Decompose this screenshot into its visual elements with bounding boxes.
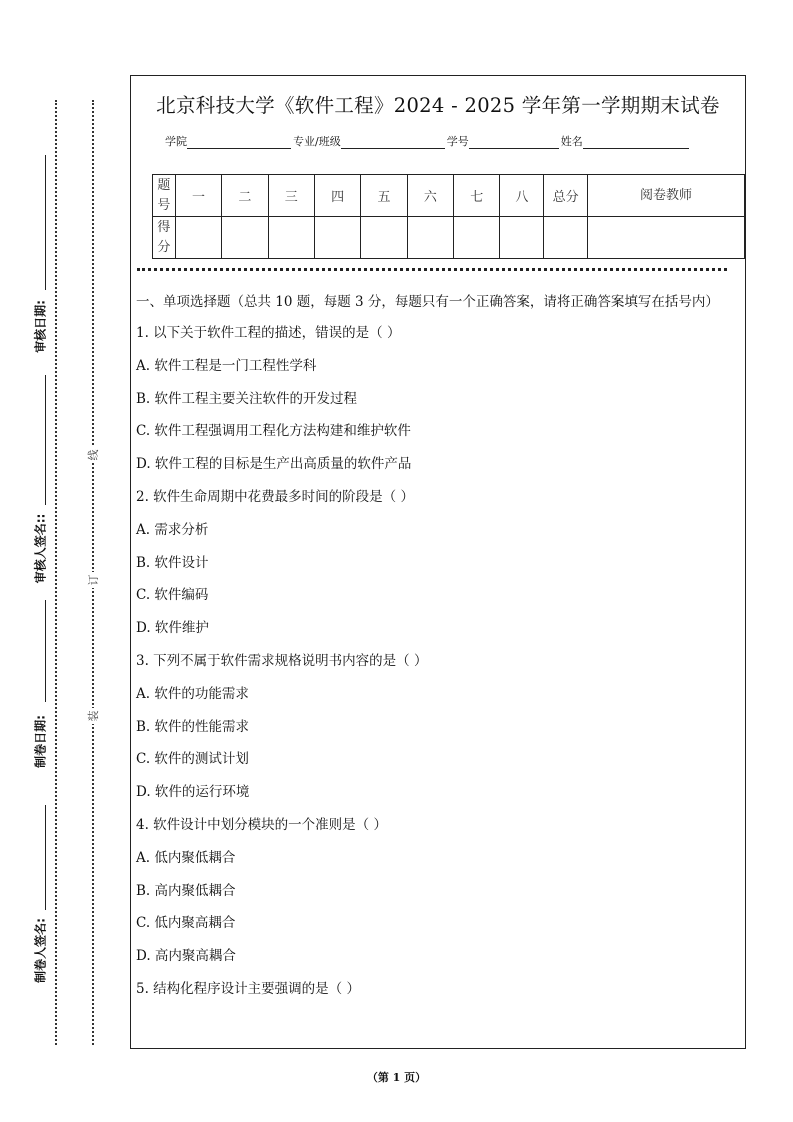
major-class-label: 专业/班级 [293, 135, 341, 148]
student-info [165, 133, 691, 149]
question-text: 2. 软件生命周期中花费最多时间的阶段是（ ） [136, 488, 414, 505]
answer-option: B. 软件设计 [136, 554, 209, 571]
score-cell[interactable] [222, 217, 268, 259]
score-cell[interactable] [407, 217, 453, 259]
review-date-line[interactable] [45, 155, 46, 290]
score-cell[interactable] [500, 217, 544, 259]
prepare-date-label: 制卷日期: [33, 715, 48, 768]
college-field[interactable] [187, 136, 291, 149]
answer-option: A. 需求分析 [136, 521, 209, 538]
column-header: 六 [407, 175, 453, 217]
answer-option: D. 软件工程的目标是生产出高质量的软件产品 [136, 456, 412, 473]
answer-option: D. 高内聚高耦合 [136, 948, 236, 965]
section-heading: 一、单项选择题（总共 10 题，每题 3 分，每题只有一个正确答案，请将正确答案填写在括号内） [136, 294, 719, 310]
reviewer-signature-label: 审核人签名:: [33, 513, 48, 584]
question-text: 4. 软件设计中划分模块的一个准则是（ ） [136, 816, 387, 833]
column-header: 三 [268, 175, 314, 217]
column-header: 五 [361, 175, 407, 217]
binding-mark-xian: 线 [85, 447, 101, 463]
column-header: 总分 [544, 175, 588, 217]
score-cell[interactable] [588, 217, 745, 259]
student-id-label: 学号 [446, 135, 469, 148]
column-header: 二 [222, 175, 268, 217]
name-label: 姓名 [560, 135, 583, 148]
answer-option: B. 高内聚低耦合 [136, 882, 236, 899]
column-header: 八 [500, 175, 544, 217]
answer-option: C. 软件工程强调用工程化方法构建和维护软件 [136, 423, 411, 440]
prepare-date-line[interactable] [45, 600, 46, 702]
exam-page [130, 75, 746, 1049]
answer-option: C. 软件编码 [136, 587, 209, 604]
major-class-field[interactable] [341, 136, 445, 149]
binding-dotted-line-outer [55, 100, 57, 1045]
answer-option: A. 软件的功能需求 [136, 685, 249, 702]
answer-option: B. 软件工程主要关注软件的开发过程 [136, 390, 358, 407]
name-field[interactable] [583, 136, 689, 149]
question-text: 3. 下列不属于软件需求规格说明书内容的是（ ） [136, 652, 428, 669]
question-list [136, 323, 737, 1012]
score-cell[interactable] [268, 217, 314, 259]
exam-title: 北京科技大学《软件工程》2024 - 2025 学年第一学期期末试卷 [156, 94, 720, 117]
question-text: 5. 结构化程序设计主要强调的是（ ） [136, 980, 360, 997]
preparer-signature-label: 制卷人签名: [33, 918, 48, 983]
binding-mark-zhuang: 装 [85, 708, 101, 724]
dotted-divider [137, 268, 727, 271]
page-number: （第 1 页） [366, 1071, 427, 1084]
answer-option: B. 软件的性能需求 [136, 718, 250, 735]
college-label: 学院 [165, 135, 187, 148]
answer-option: A. 软件工程是一门工程性学科 [136, 357, 317, 374]
answer-option: D. 软件维护 [136, 620, 209, 637]
answer-option: C. 软件的测试计划 [136, 751, 249, 768]
score-table-score-row [153, 217, 745, 259]
score-cell[interactable] [361, 217, 407, 259]
answer-option: A. 低内聚低耦合 [136, 849, 236, 866]
answer-option: D. 软件的运行环境 [136, 784, 250, 801]
student-id-field[interactable] [469, 136, 559, 149]
question-section [136, 292, 737, 1012]
score-cell[interactable] [544, 217, 588, 259]
column-header: 四 [314, 175, 360, 217]
score-table-header-row [153, 175, 745, 217]
question-text: 1. 以下关于软件工程的描述，错误的是（ ） [136, 325, 401, 341]
column-header: 阅卷教师 [588, 175, 745, 217]
preparer-signature-line[interactable] [45, 805, 46, 910]
score-cell[interactable] [175, 217, 221, 259]
binding-mark-ding: 订 [85, 572, 101, 588]
score-cell[interactable] [314, 217, 360, 259]
column-header: 七 [454, 175, 500, 217]
score-row-label: 得分 [153, 217, 176, 259]
score-cell[interactable] [454, 217, 500, 259]
answer-option: C. 低内聚高耦合 [136, 915, 236, 932]
review-date-label: 审核日期: [33, 300, 48, 353]
header-row-label: 题号 [153, 175, 176, 217]
column-header: 一 [175, 175, 221, 217]
score-table [152, 174, 745, 259]
reviewer-signature-line[interactable] [45, 375, 46, 505]
